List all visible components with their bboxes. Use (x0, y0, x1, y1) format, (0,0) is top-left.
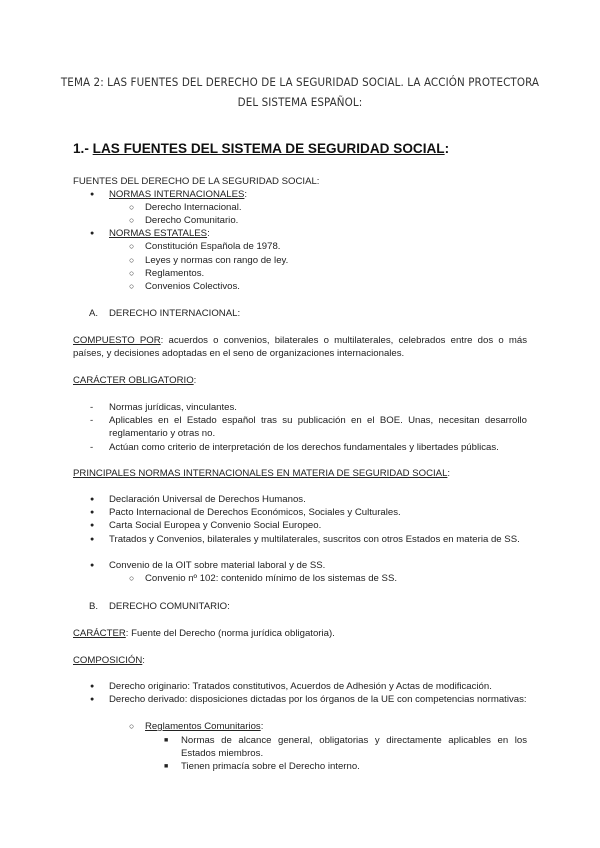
list-item: ○ Leyes y normas con rango de ley. (145, 254, 288, 267)
list-item: ● NORMAS INTERNACIONALES: (109, 188, 247, 201)
composicion-label: COMPOSICIÓN (73, 655, 143, 666)
list-item: ● Carta Social Europea y Convenio Social Europeo. (109, 519, 527, 532)
list-item: ○ Reglamentos Comunitarios: (145, 720, 263, 733)
caracter-obligatorio-label: CARÁCTER OBLIGATORIO (73, 375, 194, 386)
compuesto-text: : acuerdos o convenios, bilaterales o multilaterales, celebrados entre dos o más países, y decisiones adoptadas en el seno de organizaciones internacionales. (73, 335, 527, 360)
list-item: ○ Constitución Española de 1978. (145, 240, 280, 253)
list-item: - Aplicables en el Estado español tras su publicación en el BOE. Unas, necesitan desarrollo reglamentario y otras no. (109, 414, 527, 440)
composicion-heading: COMPOSICIÓN: (73, 655, 145, 666)
section-1-colon: : (444, 141, 450, 156)
list-item: ● Convenio de la OIT sobre material laboral y de SS. (109, 559, 527, 572)
section-1-number: 1.- (73, 141, 89, 156)
list-item: ● Tratados y Convenios, bilaterales y multilaterales, suscritos con otros Estados en materia de SS. (109, 533, 527, 546)
compuesto-label: COMPUESTO POR (73, 335, 161, 346)
caracter-text: : Fuente del Derecho (norma jurídica obligatoria). (125, 628, 335, 639)
list-item: - Actúan como criterio de interpretación de los derechos fundamentales y libertades públicas. (109, 441, 527, 454)
caracter-label: CARÁCTER (73, 628, 126, 639)
list-item: ● NORMAS ESTATALES: (109, 227, 210, 240)
caracter-paragraph (73, 627, 335, 640)
list-item: ○ Derecho Comunitario. (145, 214, 238, 227)
principales-normas-label: PRINCIPALES NORMAS INTERNACIONALES EN MATERIA DE SEGURIDAD SOCIAL (73, 468, 448, 479)
section-1-title: LAS FUENTES DEL SISTEMA DE SEGURIDAD SOCIAL (92, 141, 445, 156)
list-item: ● Derecho derivado: disposiciones dictadas por los órganos de la UE con competencias normativas: (109, 693, 527, 706)
list-item: ● Pacto Internacional de Derechos Económicos, Sociales y Culturales. (109, 506, 527, 519)
list-item: ● Declaración Universal de Derechos Humanos. (109, 493, 527, 506)
reglamentos-label: Reglamentos Comunitarios (145, 721, 261, 732)
caracter-obligatorio-heading: CARÁCTER OBLIGATORIO: (73, 375, 197, 386)
list-item: ○ Reglamentos. (145, 267, 204, 280)
section-b-heading: DERECHO COMUNITARIO: (109, 601, 230, 612)
list-item: ○ Convenio nº 102: contenido mínimo de los sistemas de SS. (145, 572, 397, 585)
list-item: ○ Derecho Internacional. (145, 201, 242, 214)
list-item: - Normas jurídicas, vinculantes. (109, 401, 527, 414)
principales-normas-heading: PRINCIPALES NORMAS INTERNACIONALES EN MATERIA DE SEGURIDAD SOCIAL: (73, 468, 451, 479)
list-item: ■ Tienen primacía sobre el Derecho interno. (181, 760, 527, 773)
section-b-letter: B. (89, 601, 99, 612)
fuentes-intro: FUENTES DEL DERECHO DE LA SEGURIDAD SOCIAL: (73, 176, 320, 187)
normas-internacionales-label: NORMAS INTERNACIONALES (109, 189, 245, 200)
section-1-heading (73, 141, 449, 156)
list-item: ■ Normas de alcance general, obligatorias y directamente aplicables en los Estados miembros. (181, 734, 527, 760)
list-item: ● Derecho originario: Tratados constitutivos, Acuerdos de Adhesión y Actas de modificación. (109, 680, 527, 693)
section-a-heading: DERECHO INTERNACIONAL: (109, 308, 241, 319)
normas-estatales-label: NORMAS ESTATALES (109, 228, 208, 239)
page-title: TEMA 2: LAS FUENTES DEL DERECHO DE LA SEGURIDAD SOCIAL. LA ACCIÓN PROTECTORA DEL SISTEMA ESPAÑOL: (60, 75, 540, 109)
section-a-letter: A. (89, 308, 99, 319)
list-item: ○ Convenios Colectivos. (145, 280, 240, 293)
compuesto-paragraph (73, 334, 527, 360)
